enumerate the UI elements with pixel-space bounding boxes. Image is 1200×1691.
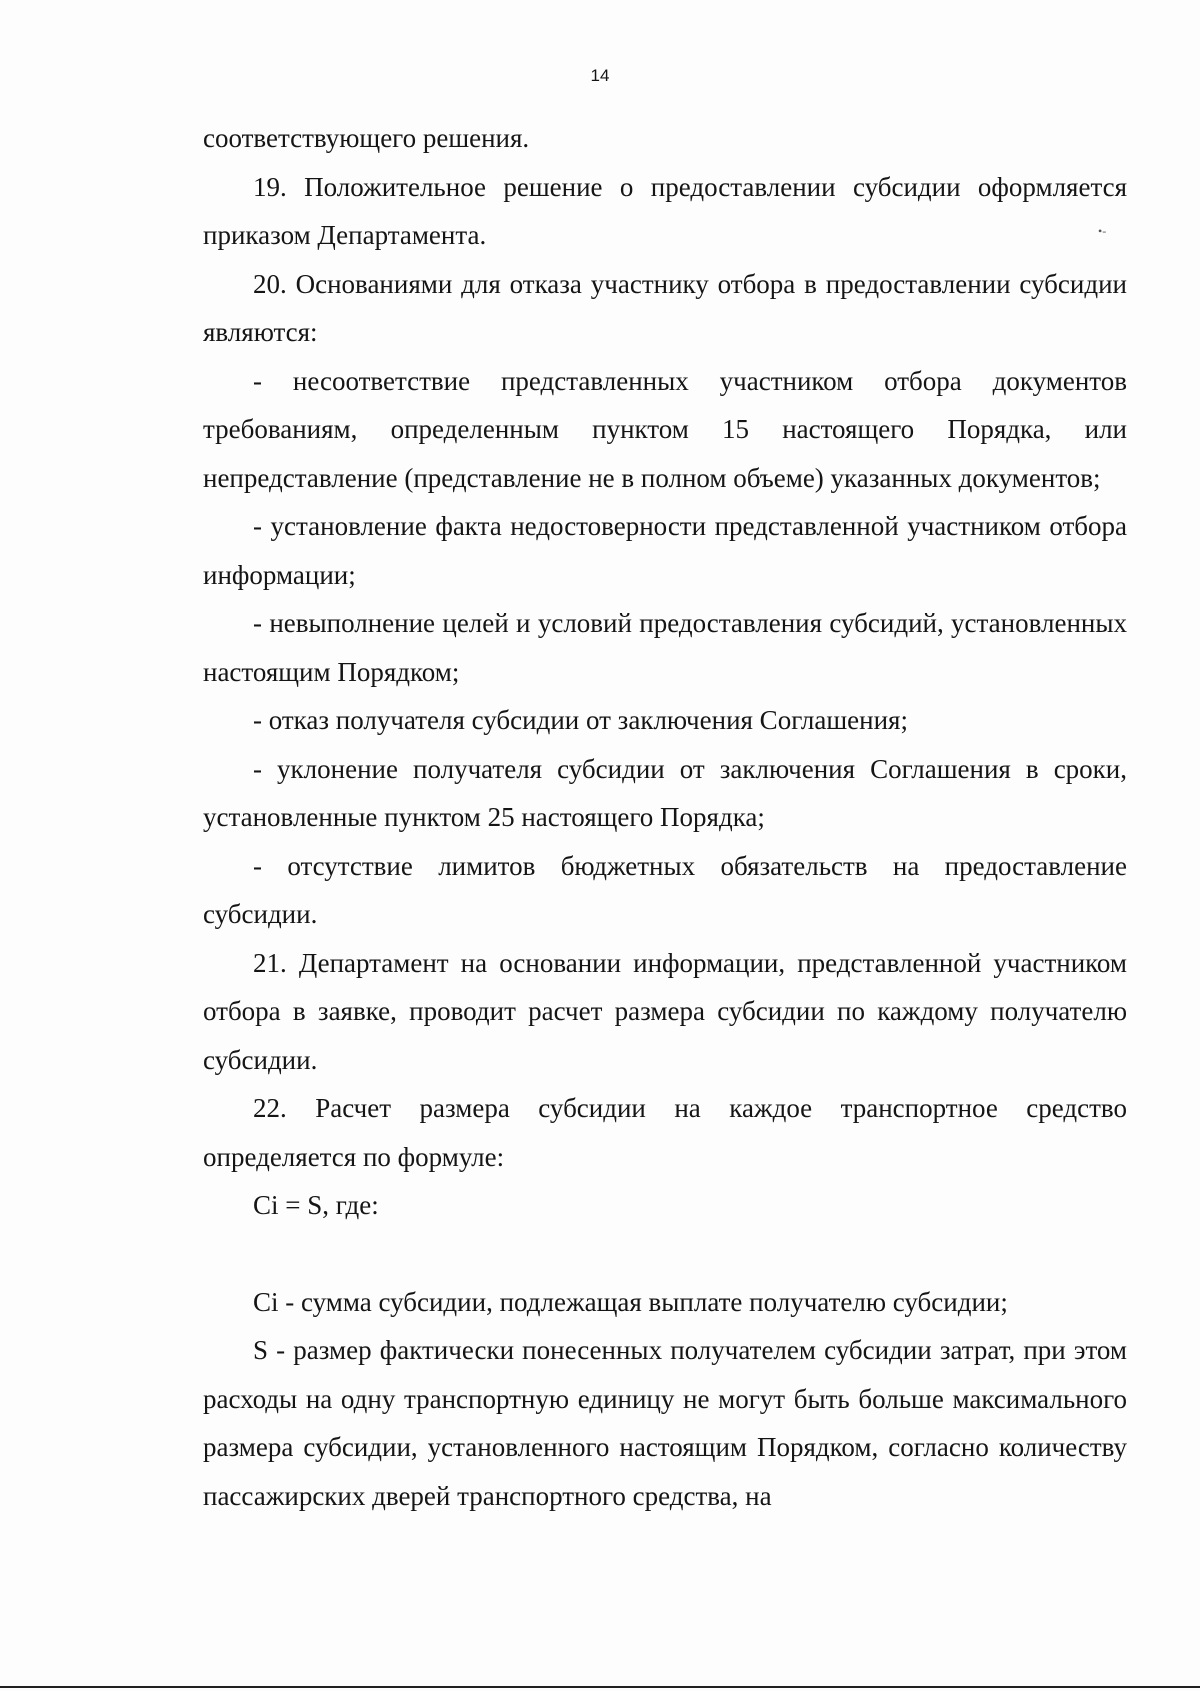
list-item-conditions: - невыполнение целей и условий предоставления субсидий, установленных настоящим Порядком; [203, 608, 1134, 687]
formula-definition-s: S - размер фактически понесенных получателем субсидии затрат, при этом расходы на одну транспортную единицу не могут быть больше максимального размера субсидии, установленного настоящим Порядком, согласно количеству пассажирских дверей транспортного средства, на [203, 1335, 1134, 1511]
list-item-refusal: - отказ получателя субсидии от заключения Соглашения; [253, 705, 908, 735]
list-item-false-info: - установление факта недостоверности представленной участником отбора информации; [203, 511, 1134, 590]
formula-definition-ci: Ci - сумма субсидии, подлежащая выплате получателю субсидии; [253, 1286, 1008, 1317]
list-item-documents: - несоответствие представленных участником отбора документов требованиям, определенным пунктом 15 настоящего Порядка, или непредставление (представление не в полном объеме) указанных документов; [203, 365, 1134, 493]
paragraph-item-22: 22. Расчет размера субсидии на каждое транспортное средство определяется по формуле: [203, 1093, 1134, 1172]
page-number: 14 [590, 66, 610, 85]
paragraph-item-21: 21. Департамент на основании информации, представленной участником отбора в заявке, проводит расчет размера субсидии по каждому получателю субсидии. [203, 947, 1134, 1075]
scan-mark: •- [1098, 224, 1107, 238]
scan-edge-line [0, 1686, 1200, 1688]
paragraph-item-19: 19. Положительное решение о предоставлении субсидии оформляется приказом Департамента. [203, 171, 1134, 250]
list-item-evasion: - уклонение получателя субсидии от заключения Соглашения в сроки, установленные пунктом 25 настоящего Порядка; [203, 753, 1134, 832]
formula: Ci = S, где: [253, 1190, 379, 1220]
document-body [203, 114, 1134, 1520]
list-item-limits: - отсутствие лимитов бюджетных обязательств на предоставление субсидии. [203, 850, 1134, 929]
paragraph-item-20: 20. Основаниями для отказа участнику отбора в предоставлении субсидии являются: [203, 268, 1134, 347]
paragraph-continuation: соответствующего решения. [203, 123, 530, 153]
